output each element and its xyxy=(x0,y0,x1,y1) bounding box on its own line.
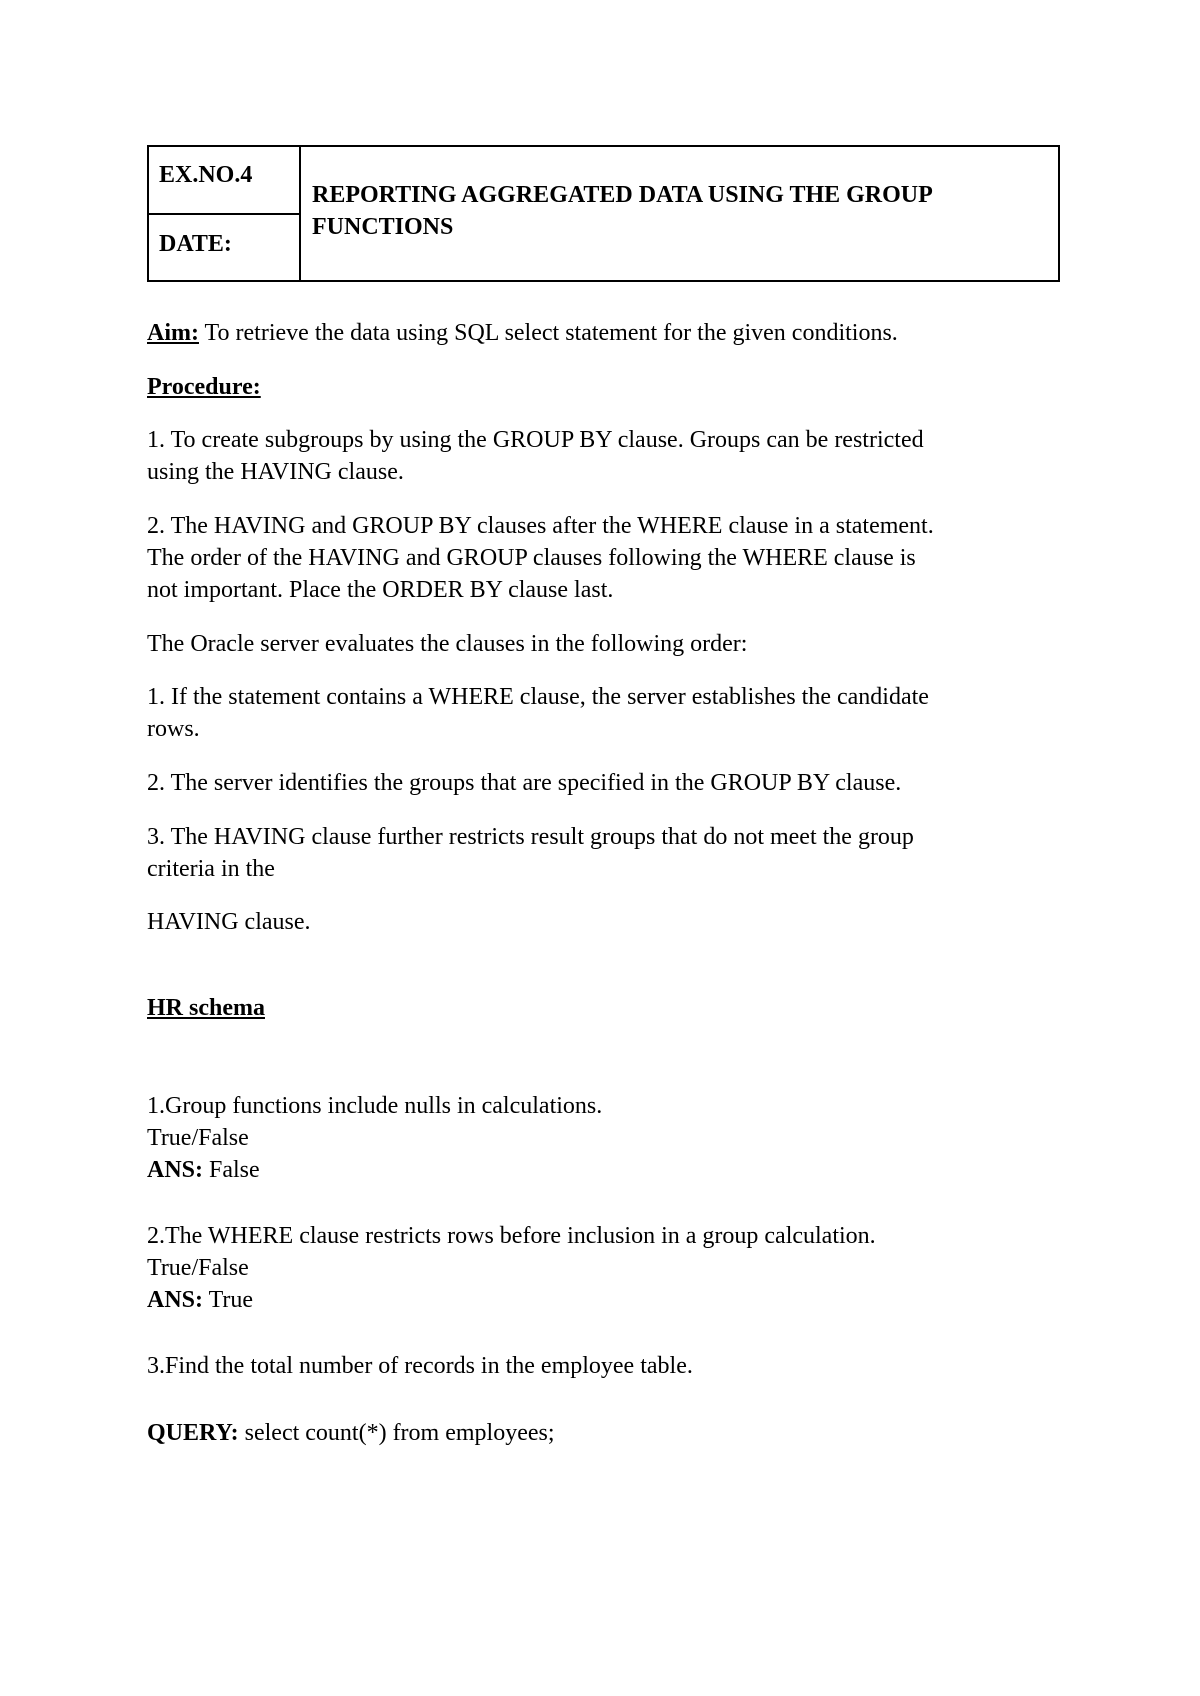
header-left-column xyxy=(149,147,301,280)
exercise-title: REPORTING AGGREGATED DATA USING THE GROUP FUNCTIONS xyxy=(312,182,932,240)
question-2-options: True/False xyxy=(147,1255,249,1281)
answer-label: ANS: xyxy=(147,1287,204,1313)
date-label: DATE: xyxy=(159,231,232,257)
aim-label: Aim: xyxy=(147,320,199,346)
query-label: QUERY: xyxy=(147,1420,239,1446)
evaluation-step-3-line-2: criteria in the xyxy=(147,856,275,882)
question-3-text: 3.Find the total number of records in the employee table. xyxy=(147,1353,693,1379)
procedure-step-1-line-1: 1. To create subgroups by using the GROUP BY clause. Groups can be restricted xyxy=(147,427,924,453)
question-2-answer xyxy=(147,1284,1067,1316)
question-2-text: 2.The WHERE clause restricts rows before inclusion in a group calculation. xyxy=(147,1223,876,1249)
procedure-step-1 xyxy=(147,424,1067,488)
aim-text: To retrieve the data using SQL select statement for the given conditions. xyxy=(198,320,898,346)
answer-value: True xyxy=(203,1287,254,1313)
evaluation-step-1 xyxy=(147,681,1067,745)
procedure-step-1-line-2: using the HAVING clause. xyxy=(147,459,404,485)
evaluation-step-1-line-1: 1. If the statement contains a WHERE clause, the server establishes the candidate xyxy=(147,684,929,710)
header-table xyxy=(147,145,1060,282)
procedure-step-2 xyxy=(147,510,1067,606)
procedure-step-2-line-1: 2. The HAVING and GROUP BY clauses after the WHERE clause in a statement. xyxy=(147,513,934,539)
evaluation-step-2: 2. The server identifies the groups that are specified in the GROUP BY clause. xyxy=(147,770,902,796)
procedure-step-2-line-3: not important. Place the ORDER BY clause last. xyxy=(147,577,614,603)
evaluation-intro: The Oracle server evaluates the clauses in the following order: xyxy=(147,631,748,657)
question-1-text: 1.Group functions include nulls in calculations. xyxy=(147,1093,603,1119)
procedure-heading: Procedure: xyxy=(147,374,261,400)
schema-heading: HR schema xyxy=(147,995,265,1021)
exercise-number: EX.NO.4 xyxy=(149,147,299,215)
evaluation-step-3 xyxy=(147,821,1067,885)
question-1 xyxy=(147,1090,1067,1186)
aim-paragraph xyxy=(147,317,1067,349)
question-2 xyxy=(147,1220,1067,1316)
evaluation-step-3-line-3: HAVING clause. xyxy=(147,909,311,935)
evaluation-step-1-line-2: rows. xyxy=(147,716,200,742)
question-3-query xyxy=(147,1417,1067,1449)
answer-value: False xyxy=(203,1157,260,1183)
query-value: select count(*) from employees; xyxy=(238,1420,555,1446)
answer-label: ANS: xyxy=(147,1157,204,1183)
question-1-options: True/False xyxy=(147,1125,249,1151)
question-1-answer xyxy=(147,1154,1067,1186)
procedure-step-2-line-2: The order of the HAVING and GROUP clauses following the WHERE clause is xyxy=(147,545,916,571)
evaluation-step-3-line-1: 3. The HAVING clause further restricts result groups that do not meet the group xyxy=(147,824,914,850)
